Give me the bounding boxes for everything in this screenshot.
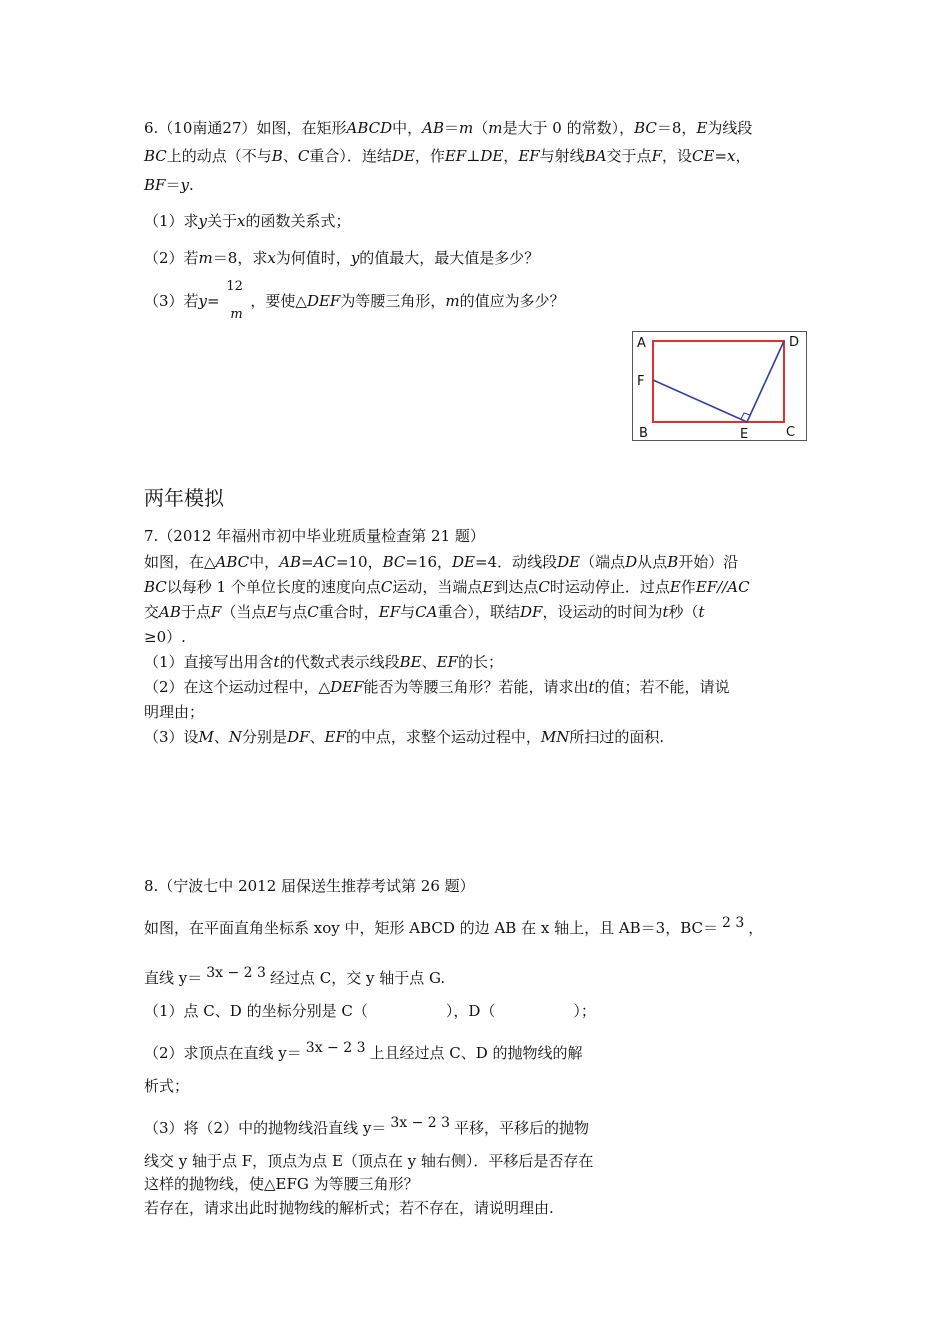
text: F xyxy=(210,603,222,621)
text: N xyxy=(228,728,243,746)
fraction-numerator: 12 xyxy=(226,279,243,294)
text: BC xyxy=(144,147,167,165)
text: AC xyxy=(313,553,336,571)
text: x xyxy=(727,147,736,165)
text: CE xyxy=(692,147,715,165)
text: ＝ xyxy=(165,176,181,194)
text: 的值；若不能，请说 xyxy=(594,678,730,696)
label-e: E xyxy=(740,427,749,442)
text: AB xyxy=(422,119,445,137)
text: 重合）．连结 xyxy=(309,147,392,165)
math-line-expression: 3x − 2 3 xyxy=(390,1115,451,1131)
text: DE xyxy=(557,553,581,571)
text: ，作 xyxy=(414,147,445,165)
q6-part-3 xyxy=(144,279,565,322)
text: DE xyxy=(391,147,415,165)
text: 作 xyxy=(680,578,696,596)
math-2-root-3: 2 3 xyxy=(722,915,745,931)
text: 的长； xyxy=(457,653,503,671)
text: ）； xyxy=(573,1002,596,1020)
text: E xyxy=(669,578,681,596)
text: 中， xyxy=(392,119,423,137)
text: 的中点，求整个运动过程中， xyxy=(345,728,541,746)
text: x xyxy=(267,249,276,267)
text: AB xyxy=(159,603,181,621)
text: （3）若 xyxy=(144,292,199,310)
text: （端点 xyxy=(580,553,626,571)
text: MN xyxy=(540,728,570,746)
text: CA xyxy=(415,603,438,621)
text: EF xyxy=(444,147,467,165)
text: 6.（10南通27）如图，在矩形 xyxy=(144,119,347,137)
q7-part-1 xyxy=(144,652,503,672)
q7-line-1 xyxy=(144,552,738,572)
q7-line-2 xyxy=(144,577,750,597)
text: ， xyxy=(503,147,519,165)
text: 平移，平移后的抛物 xyxy=(454,1119,590,1137)
text: （1）求 xyxy=(144,212,199,230)
q7-line-4: ≥0）. xyxy=(144,628,186,646)
text: 与射线 xyxy=(539,147,585,165)
text: 关于 xyxy=(207,212,238,230)
math-line-expression: 3x − 2 3 xyxy=(206,965,266,981)
q7-line-3 xyxy=(144,602,705,622)
text: ABC xyxy=(215,553,250,571)
fraction-12-over-m xyxy=(224,279,250,322)
text: ＝8， xyxy=(656,119,697,137)
text: 重合），联结 xyxy=(437,603,520,621)
text: E xyxy=(696,119,708,137)
text: ，要使△ xyxy=(250,292,307,310)
text: ⊥ xyxy=(466,147,481,165)
text: C xyxy=(538,578,550,596)
text: （当点 xyxy=(221,603,267,621)
text: DEF xyxy=(330,678,364,696)
text: BE xyxy=(399,653,422,671)
text: 是大于 0 的常数）， xyxy=(502,119,635,137)
text: m xyxy=(198,249,213,267)
text: BC xyxy=(634,119,657,137)
text: （ xyxy=(473,119,489,137)
text: 的函数关系式； xyxy=(245,212,351,230)
fraction-denominator: m xyxy=(230,307,243,322)
math-line-expression: 3x − 2 3 xyxy=(305,1040,366,1056)
text: 开始）沿 xyxy=(678,553,739,571)
text: DF xyxy=(287,728,310,746)
text: ，设运动的时间为 xyxy=(542,603,663,621)
text: 的值最大，最大值是多少？ xyxy=(359,249,540,267)
text: 为何值时， xyxy=(275,249,351,267)
q8-part-3-cont-1: 线交 y 轴于点 F，顶点为点 E（顶点在 y 轴右侧）．平移后是否存在 xyxy=(144,1152,594,1170)
q7-part-2 xyxy=(144,677,730,697)
q7-part-2-cont: 明理由； xyxy=(144,703,205,721)
q6-line-1 xyxy=(144,118,752,138)
text: 经过点 C，交 y 轴于点 G. xyxy=(269,969,446,987)
text: 如图，在平面直角坐标系 xoy 中，矩形 ABCD 的边 AB 在 x 轴上，且 AB＝3，BC＝ xyxy=(144,919,719,937)
rectangle-figure xyxy=(632,331,808,442)
text: 从点 xyxy=(637,553,668,571)
q8-part-3-cont-3: 若存在，请求出此时抛物线的解析式；若不存在，请说明理由. xyxy=(144,1199,554,1217)
text: x xyxy=(237,212,246,230)
q8-part-3-cont-2: 这样的抛物线，使△EFG 为等腰三角形？ xyxy=(144,1175,419,1193)
text: E xyxy=(266,603,278,621)
text: =10， xyxy=(335,553,383,571)
q7-part-3 xyxy=(144,727,664,747)
text: 为线段 xyxy=(707,119,753,137)
text: 交 xyxy=(144,603,160,621)
q8-part-2 xyxy=(144,1040,583,1064)
text: 、 xyxy=(309,728,325,746)
text: =16， xyxy=(405,553,453,571)
text: =4．动线段 xyxy=(475,553,558,571)
text: = xyxy=(207,292,220,310)
text: DF xyxy=(520,603,543,621)
text: EF xyxy=(378,603,401,621)
text: 上且经过点 C、D 的抛物线的解 xyxy=(369,1044,583,1062)
text: D xyxy=(625,553,638,571)
q6-line-3 xyxy=(144,175,194,195)
text: ，设 xyxy=(661,147,692,165)
text: 运动，当端点 xyxy=(392,578,483,596)
text: BC xyxy=(382,553,406,571)
text: 的值应为多少？ xyxy=(459,292,565,310)
text: 为等腰三角形， xyxy=(340,292,446,310)
text: 中， xyxy=(249,553,280,571)
text: 与 xyxy=(400,603,416,621)
label-f: F xyxy=(637,374,645,389)
q8-title: 8.（宁波七中 2012 届保送生推荐考试第 26 题） xyxy=(144,877,475,895)
text: DE xyxy=(452,553,476,571)
q6-part-2 xyxy=(144,248,539,268)
text: EF xyxy=(436,653,458,671)
text: 时运动停止．过点 xyxy=(549,578,670,596)
text: （3）设 xyxy=(144,728,199,746)
text: BA xyxy=(584,147,607,165)
text: 的代数式表示线段 xyxy=(279,653,400,671)
text: . xyxy=(188,176,194,194)
text: y xyxy=(198,212,208,230)
q8-part-3 xyxy=(144,1115,590,1139)
text: 直线 y＝ xyxy=(144,969,203,987)
section-heading: 两年模拟 xyxy=(144,486,224,510)
text: = xyxy=(301,553,314,571)
text: 如图，在△ xyxy=(144,553,216,571)
q8-part-1 xyxy=(144,1001,596,1021)
text: BF xyxy=(144,176,166,194)
text: t xyxy=(588,678,595,696)
label-a: A xyxy=(637,336,646,351)
text: ＝8，求 xyxy=(212,249,268,267)
text: 能否为等腰三角形？若能，请求出 xyxy=(363,678,589,696)
text: 秒（ xyxy=(668,603,699,621)
text: t xyxy=(273,653,280,671)
text: F xyxy=(651,147,662,165)
text: （3）将（2）中的抛物线沿直线 y＝ xyxy=(144,1119,387,1137)
text: ），D（ xyxy=(445,1002,496,1020)
text: ， xyxy=(748,919,764,937)
text: （1）直接写出用含 xyxy=(144,653,274,671)
text: C xyxy=(297,147,310,165)
q8-line-2 xyxy=(144,965,446,989)
q6-part-1 xyxy=(144,211,351,231)
q6-line-2 xyxy=(144,146,751,166)
text: y xyxy=(198,292,208,310)
text: C xyxy=(307,603,319,621)
text: E xyxy=(482,578,494,596)
text: m xyxy=(445,292,460,310)
text: t xyxy=(662,603,669,621)
text: EF xyxy=(518,147,540,165)
text: 到达点 xyxy=(493,578,539,596)
text: ＝ xyxy=(444,119,460,137)
text: B xyxy=(271,147,283,165)
text: C xyxy=(380,578,393,596)
text: B xyxy=(667,553,679,571)
text: （2）若 xyxy=(144,249,199,267)
text: 、 xyxy=(421,653,437,671)
q8-part-2-cont: 析式； xyxy=(144,1077,190,1095)
text: AB xyxy=(279,553,302,571)
text: 、 xyxy=(282,147,298,165)
text: ， xyxy=(735,147,751,165)
text: 以每秒 1 个单位长度的速度向点 xyxy=(166,578,381,596)
text: ABCD xyxy=(346,119,393,137)
text: 交于点 xyxy=(606,147,652,165)
text: 所扫过的面积. xyxy=(569,728,665,746)
text: 上的动点（不与 xyxy=(166,147,272,165)
text: y xyxy=(350,249,360,267)
label-c: C xyxy=(786,425,796,440)
text: t xyxy=(698,603,705,621)
text: M xyxy=(198,728,214,746)
q8-line-1 xyxy=(144,915,764,939)
text: EF xyxy=(324,728,346,746)
text: m xyxy=(459,119,474,137)
text: （2）在这个运动过程中，△ xyxy=(144,678,331,696)
text: 重合时， xyxy=(318,603,379,621)
text: y xyxy=(180,176,189,194)
text: BC xyxy=(144,578,167,596)
text: 与点 xyxy=(277,603,308,621)
text: 、 xyxy=(213,728,229,746)
text: 分别是 xyxy=(242,728,288,746)
text: = xyxy=(714,147,728,165)
label-d: D xyxy=(789,335,800,350)
text: DEF xyxy=(306,292,341,310)
text: m xyxy=(488,119,503,137)
label-b: B xyxy=(639,426,648,441)
text: （1）点 C、D 的坐标分别是 C（ xyxy=(144,1002,368,1020)
text: （2）求顶点在直线 y＝ xyxy=(144,1044,302,1062)
q7-title: 7.（2012 年福州市初中毕业班质量检查第 21 题） xyxy=(144,527,485,545)
text: 于点 xyxy=(180,603,211,621)
text: EF//AC xyxy=(695,578,750,596)
text: DE xyxy=(480,147,504,165)
